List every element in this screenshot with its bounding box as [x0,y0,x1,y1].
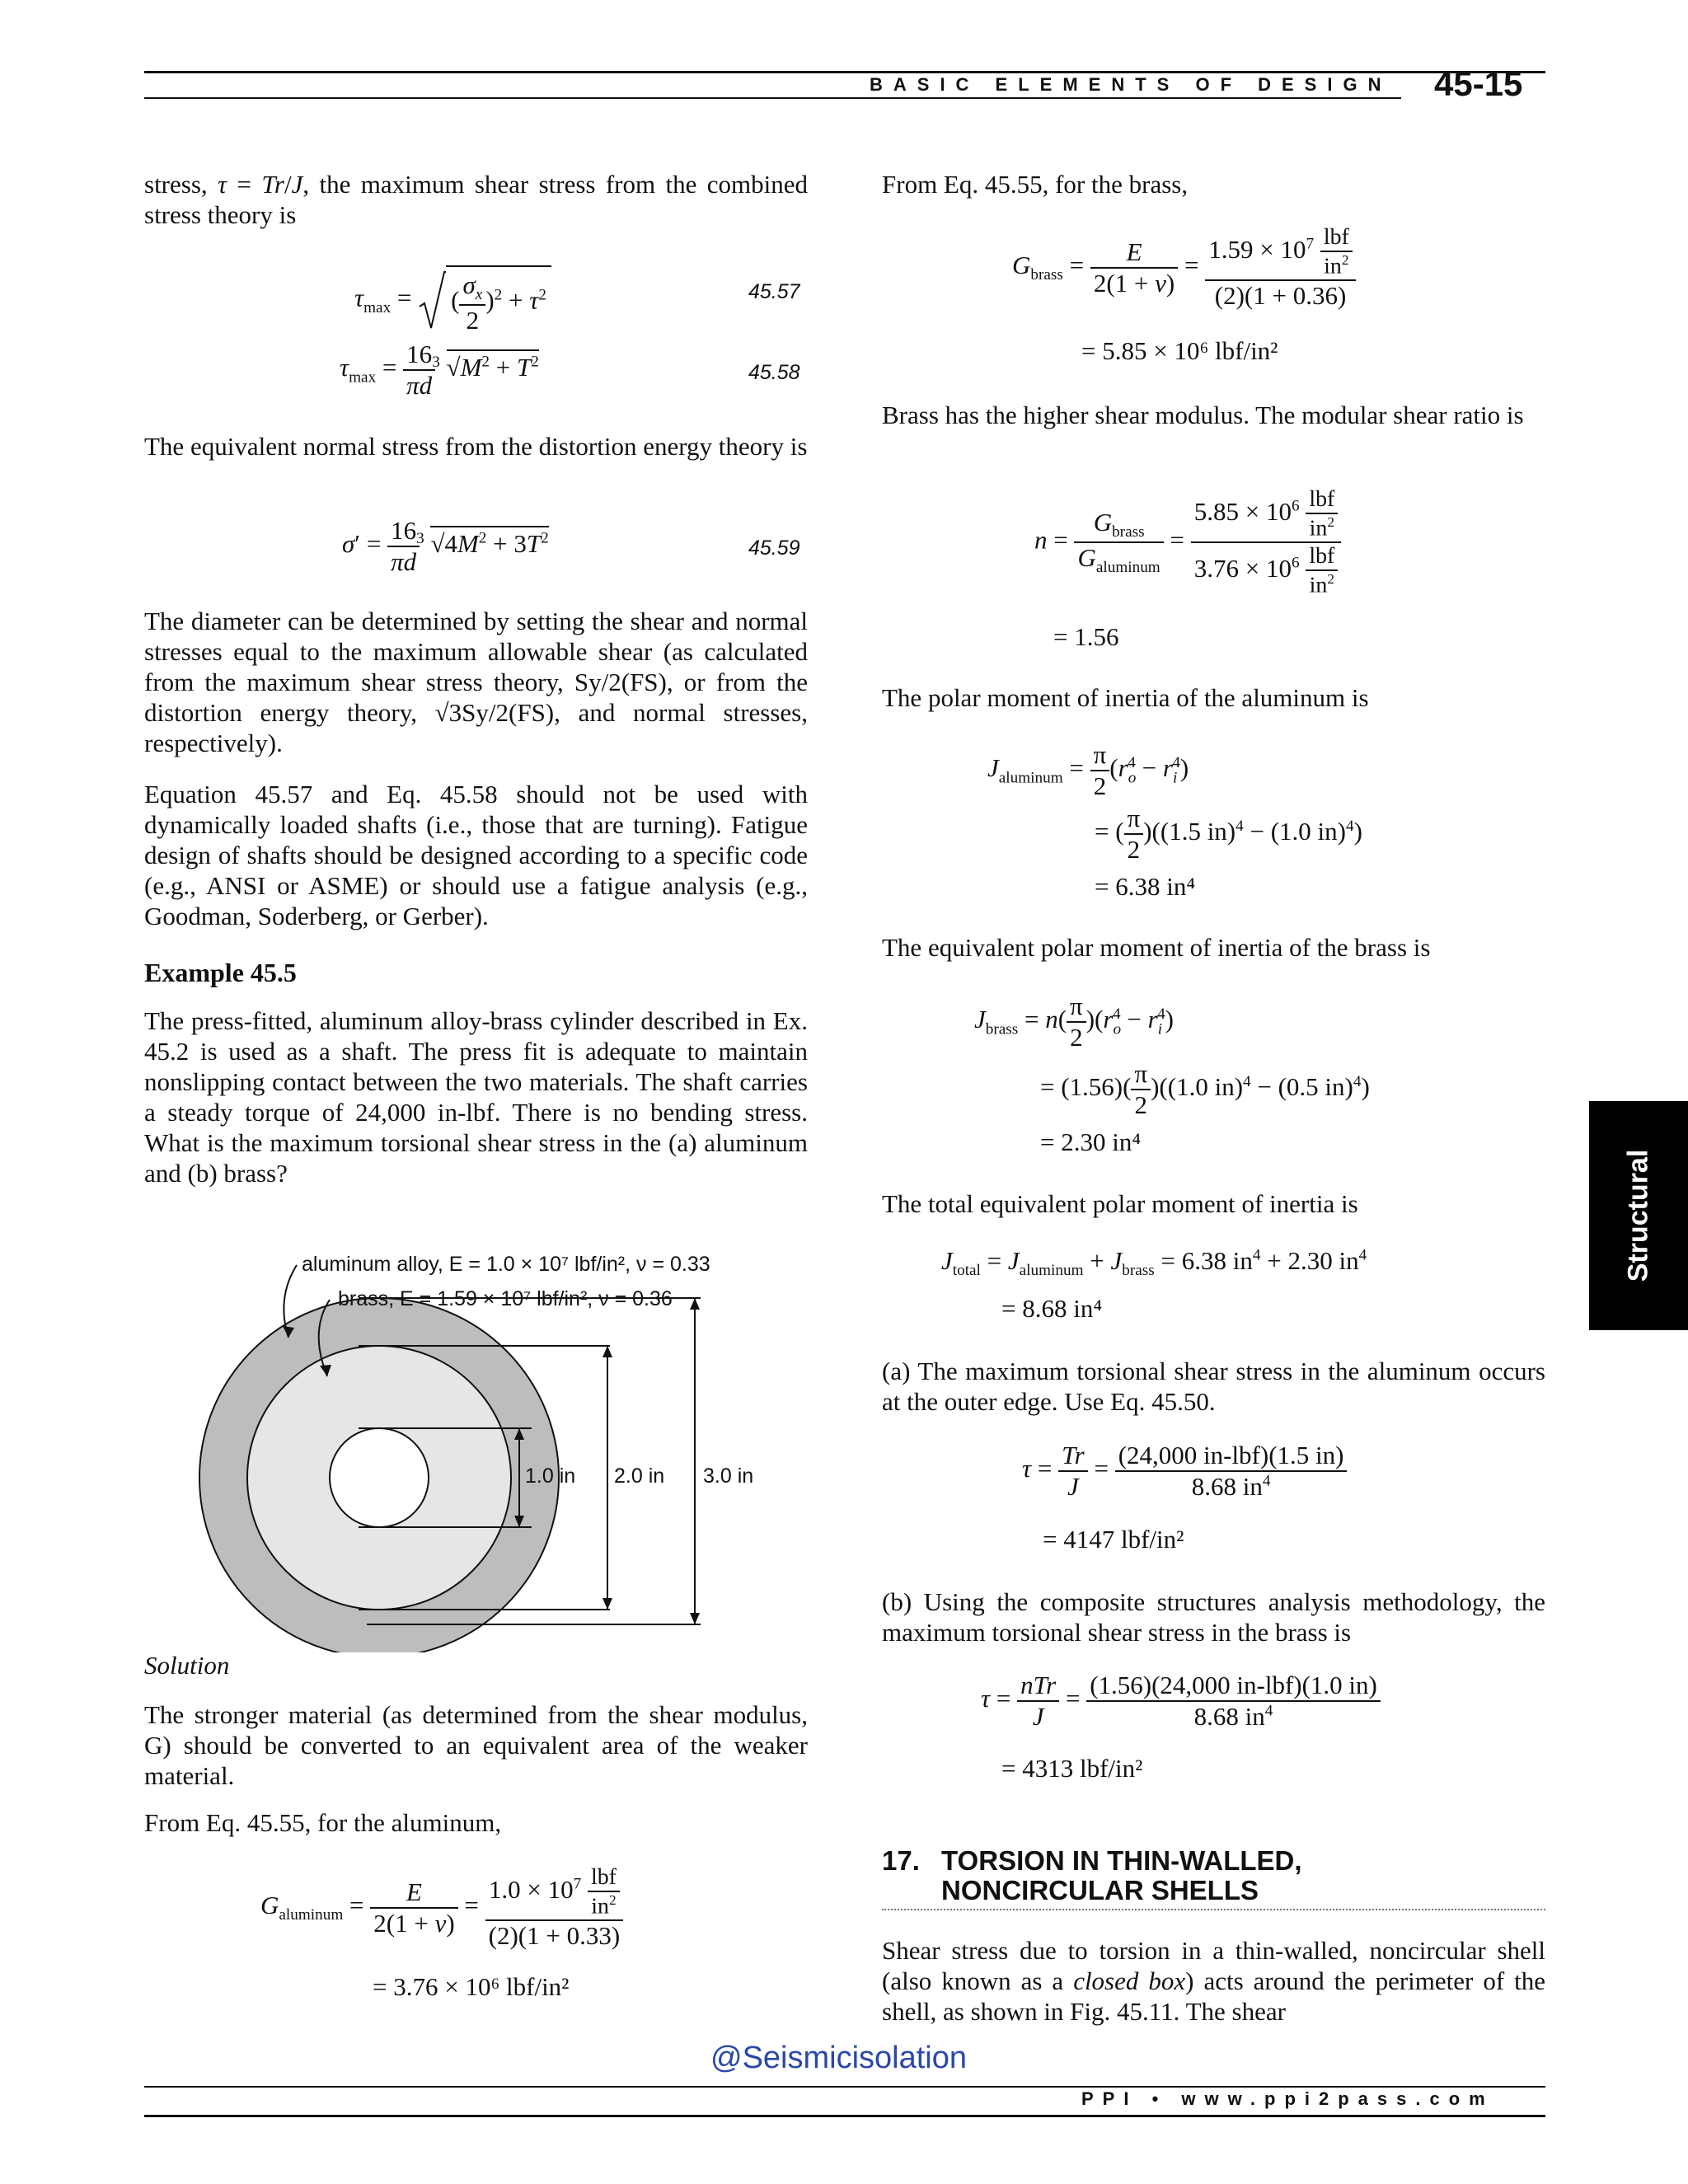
dim-3-0-in: 3.0 in [703,1465,754,1488]
footer-rule-top [144,2086,1545,2088]
dim-1-0-in: 1.0 in [525,1465,576,1488]
equation-45-58: $\tau_{max}$ = $\frac{16}{\pi d}$ $^3$ $√M^2 + T^2$ [340,340,539,400]
g-brass-subscript: brass [1030,265,1063,284]
dim-2-0-in: 2.0 in [614,1465,665,1488]
eq-number-45-57: 45.57 [748,280,800,303]
equation-j-aluminum-1: $J_{aluminum}$ = $\frac{\pi}{2}$ $(r_o^4 - r_i^4)$ [987,740,1189,800]
footer-rule-bottom [144,2115,1545,2117]
equation-modular-ratio: n = $\frac{G_{brass}}{G_{aluminum}}$ = $5.85 \times 10^6$ $\frac{\text{lbf}}{in^2}$ $3.76 \times 10^6$ $\frac{\text{lbf}}{in^2}$ [1034,486,1341,599]
equation-j-brass-2: = (1.56)( $\frac{\pi}{2}$ )((1.0 in)$^4$ − (0.5 in)$^4$) [1040,1059,1370,1119]
j-total-result: = 8.68 in⁴ [1001,1294,1103,1323]
eq-number-45-58: 45.58 [748,361,800,384]
equation-45-57: $\tau_{max}$ = ( $\frac{\sigma_x}{2}$ )$^2 + \tau^2$ [354,265,551,335]
section-number: 17. [882,1845,920,1876]
page-number: 45-15 [1434,64,1523,103]
example-text: The press-fitted, aluminum alloy-brass cylinder described in Ex. 45.2 is used as a shaft. The press fit is adequate to maintain nonslipping contact between the two materials. The shaft carries a steady torque of 24,000 in-lbf. There is no bending stress. What is the maximum torsional shear stress in the (a) aluminum and (b) brass? [144,1006,808,1188]
equation-g-aluminum: $G_{aluminum}$ = $\frac{E}{2(1 + \nu)}$ = $1.0 \times 10^7$ $\frac{\text{lbf}}{in^2}$ (2)(1 + 0.33) [260,1864,623,1951]
left-paragraph-4: Equation 45.57 and Eq. 45.58 should not be used with dynamically loaded shafts (i.e., those that are turning). Fatigue design of shafts should be designed according to a specific code (e.g., ANSI or ASME) or should use a fatigue analysis (e.g., Goodman, Soderberg, or Gerber). [144,780,808,930]
j-brass-result: = 2.30 in⁴ [1040,1127,1142,1156]
left-paragraph-1: stress, τ = Tr/J, the maximum shear stress from the combined stress theory is [144,170,808,229]
modular-ratio-result: = 1.56 [1053,622,1119,651]
right-paragraph-7: (b) Using the composite structures analysis methodology, the maximum torsional shear stress in the brass is [882,1587,1545,1647]
right-paragraph-4: The equivalent polar moment of inertia of the brass is [882,933,1431,962]
g-aluminum-subscript: aluminum [279,1905,344,1924]
label-aluminum-alloy: aluminum alloy, E = 1.0 × 10⁷ lbf/in², ν = 0.33 [302,1253,710,1276]
left-paragraph-5: The stronger material (as determined from the shear modulus, G) should be converted to an equivalent area of the weaker material. [144,1700,808,1790]
tau-brass-result: = 4313 lbf/in² [1001,1754,1143,1783]
equation-j-aluminum-2: = ( $\frac{\pi}{2}$ )((1.5 in)$^4$ − (1.0 in)$^4$) [1095,804,1362,864]
example-title: Example 45.5 [144,958,297,987]
right-paragraph-1: From Eq. 45.55, for the brass, [882,170,1189,199]
right-paragraph-5: The total equivalent polar moment of inertia is [882,1189,1358,1218]
radical-sign [418,270,446,331]
equation-tau-brass: τ = $\frac{\text{nTr}}{J}$ = $\frac{\text{(1.56)(24,000 in-lbf)(1.0 in)}}{8.68 in^4}$ [981,1671,1381,1732]
running-header: BASIC ELEMENTS OF DESIGN [870,74,1392,95]
section-title-line-1: TORSION IN THIN-WALLED, [941,1845,1302,1876]
equation-g-brass: $G_{brass}$ = $\frac{E}{2(1 + \nu)}$ = $1.59 \times 10^7$ $\frac{\text{lbf}}{in^2}$ (2)(1 + 0.36) [1012,224,1356,311]
footer-text: PPI • www.ppi2pass.com [1081,2088,1494,2109]
watermark: @Seismicisolation [710,2041,968,2075]
left-paragraph-3: The diameter can be determined by setting the shear and normal stresses equal to the maximum allowable shear (as calculated from the maximum shear stress theory, Sy/2(FS), or from the distortion energy theory, √3Sy/2(FS), and normal stresses, respectively). [144,607,808,757]
section-title-line-2: NONCIRCULAR SHELLS [941,1875,1259,1905]
equation-j-total: $J_{total} = J_{aluminum} + J_{brass} = 6.38$ $in^4 + 2.30$ $in^4$ [941,1246,1367,1280]
left-paragraph-6: From Eq. 45.55, for the aluminum, [144,1808,502,1837]
header-rule-bottom [144,97,1401,99]
equation-tau-aluminum: τ = $\frac{Tr}{J}$ = $\frac{\text{(24,000 in-lbf)(1.5 in)}}{8.68 in^4}$ [1022,1441,1347,1502]
g-aluminum-result: = 3.76 × 10⁶ lbf/in² [373,1972,570,2001]
equation-45-59: σ′ = $\frac{16}{\pi d}$ $^3$ $√4M^2 + 3T^2$ [342,516,549,576]
side-tab-label: Structural [1622,1149,1654,1282]
solution-label: Solution [144,1651,230,1680]
equation-j-brass-1: $J_{brass} = n$( $\frac{\pi}{2}$ )$(r_o^4 - r_i^4)$ [974,991,1174,1052]
g-brass-result: = 5.85 × 10⁶ lbf/in² [1081,336,1278,365]
j-aluminum-result: = 6.38 in⁴ [1095,872,1196,901]
right-paragraph-2: Brass has the higher shear modulus. The modular shear ratio is [882,401,1524,429]
right-paragraph-3: The polar moment of inertia of the aluminum is [882,683,1369,712]
bore [330,1428,429,1527]
right-paragraph-6: (a) The maximum torsional shear stress in the aluminum occurs at the outer edge. Use Eq. 45.50. [882,1357,1545,1416]
tau-aluminum-result: = 4147 lbf/in² [1043,1525,1184,1554]
header-rule-top [144,71,1545,73]
left-paragraph-2: The equivalent normal stress from the distortion energy theory is [144,432,808,461]
label-brass: brass, E = 1.59 × 10⁷ lbf/in², ν = 0.36 [338,1287,673,1310]
section-dotted-rule [882,1909,1545,1910]
right-paragraph-8: Shear stress due to torsion in a thin-walled, noncircular shell (also known as a closed box) acts around the perimeter of the shell, as shown in Fig. 45.11. The shear [882,1936,1545,2026]
eq-number-45-59: 45.59 [748,537,800,560]
section-side-tab [1589,1101,1688,1330]
